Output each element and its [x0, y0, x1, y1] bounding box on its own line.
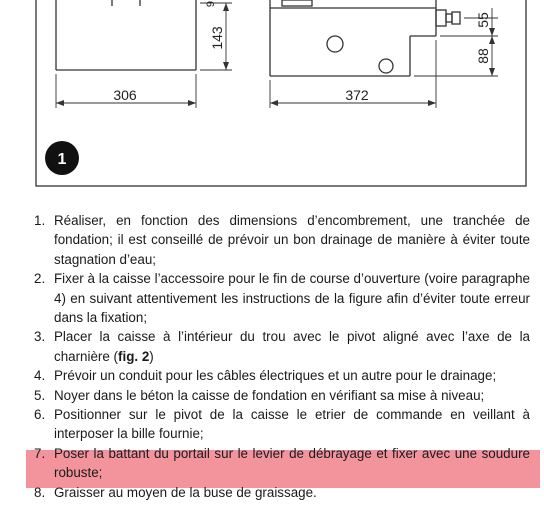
list-item: 8. Graisser au moyen de la buse de graissage.	[34, 484, 317, 500]
list-item: 6. Positionner sur le pivot de la caisse le etrier de commande en veillant à interposer la bille fournie;	[34, 407, 530, 442]
list-item-highlighted: 7. Poser la battant du portail sur le levier de débrayage et fixer avec une soudure robuste;	[34, 445, 530, 481]
list-item: 5. Noyer dans le béton la caisse de fondation en vérifiant sa mise à niveau;	[34, 387, 485, 403]
figure-number: 1	[57, 151, 67, 168]
list-item: 3. Placer la caisse à l’intérieur du trou avec le pivot aligné avec l’axe de la charnière (fig. 2)	[34, 329, 530, 364]
dim-right-a: 55	[475, 12, 491, 28]
dim-left-width: 306	[113, 87, 137, 103]
list-item: 2. Fixer à la caisse l’accessoire pour le fin de course d’ouverture (voire paragraphe 4) en suivant attentivement les instructions de la figure afin d’éviter toute erreur dans la fixation;	[34, 271, 530, 326]
figure-frame	[36, 0, 526, 186]
figure-reference: fig. 2	[118, 348, 150, 364]
dim-left-height: 143	[209, 26, 225, 50]
side-view-drawing	[270, 0, 498, 108]
list-item: 1. Réaliser, en fonction des dimensions d’encombrement, une tranchée de fondation; il est conseillé de prévoir un bon drainage de manière à éviter toute stagnation d’eau;	[34, 213, 530, 267]
dim-right-b: 88	[475, 48, 491, 64]
front-view-drawing	[56, 0, 232, 108]
installation-figure	[0, 0, 544, 200]
instruction-list	[28, 211, 530, 502]
list-item: 4. Prévoir un conduit pour les câbles électriques et un autre pour le drainage;	[34, 368, 497, 384]
dim-right-width: 372	[345, 87, 369, 103]
dim-top-small: 9	[205, 0, 217, 8]
